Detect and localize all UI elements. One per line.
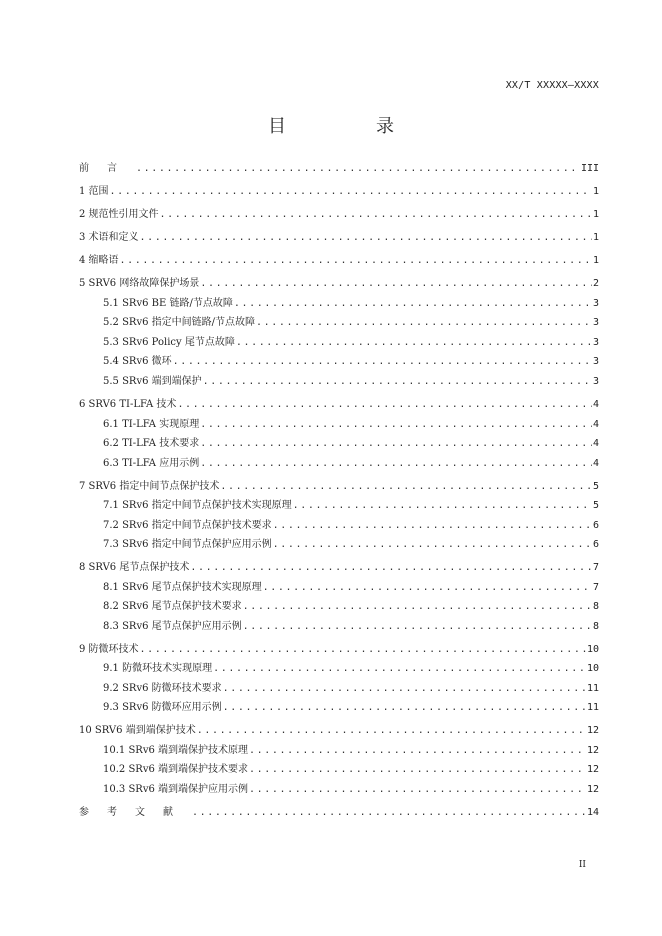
toc-entry-label: 8.2 SRv6 尾节点保护技术要求: [103, 601, 242, 613]
toc-subentry[interactable]: [79, 780, 599, 800]
toc-entry-label: 7 SRV6 指定中间节点保护技术: [79, 480, 220, 492]
toc-dot-leader: [192, 803, 586, 823]
toc-dot-leader: [200, 434, 592, 454]
toc-dot-leader: [213, 659, 586, 679]
toc-page-number: 14: [586, 807, 599, 819]
toc-page-number: 3: [592, 356, 599, 368]
toc-entry-label: 8.1 SRv6 尾节点保护技术实现原理: [103, 581, 262, 593]
toc-entry-label: 7.1 SRv6 指定中间节点保护技术实现原理: [103, 500, 292, 512]
toc-page-number: 6: [592, 539, 599, 551]
toc-dot-leader: [203, 372, 592, 392]
toc-subentry[interactable]: [79, 434, 599, 454]
toc-page-number: 10: [586, 663, 599, 675]
toc-entry-label: 5.2 SRv6 指定中间链路/节点故障: [103, 317, 256, 329]
toc-page-number: 1: [592, 255, 599, 267]
toc-subentry[interactable]: [79, 535, 599, 555]
toc-dot-leader: [160, 205, 592, 225]
toc-subentry[interactable]: [79, 617, 599, 637]
toc-entry-label: 10.1 SRv6 端到端保护技术原理: [103, 744, 249, 756]
toc-dot-leader: [236, 333, 592, 353]
toc-dot-leader: [243, 617, 592, 637]
toc-entry[interactable]: [79, 721, 599, 741]
toc-dot-leader: [249, 780, 586, 800]
toc-page-number: 5: [592, 500, 599, 512]
toc-entry[interactable]: [79, 228, 599, 248]
toc-page-number: 4: [592, 418, 599, 430]
toc-subentry[interactable]: [79, 372, 599, 392]
toc-entry[interactable]: [79, 205, 599, 225]
toc-entry[interactable]: [79, 395, 599, 415]
toc-dot-leader: [140, 228, 592, 248]
toc-dot-leader: [136, 159, 580, 179]
footer-page-number: II: [578, 860, 586, 870]
toc-page-number: 8: [592, 620, 599, 632]
toc-entry-label: 6.2 TI-LFA 技术要求: [103, 438, 200, 450]
toc-entry-label: 5 SRV6 网络故障保护场景: [79, 278, 200, 290]
toc-page-number: 10: [586, 643, 599, 655]
toc-entry[interactable]: [79, 803, 599, 823]
toc-page-number: 7: [592, 581, 599, 593]
toc-dot-leader: [273, 535, 592, 555]
toc-entry-label: 6.1 TI-LFA 实现原理: [103, 418, 200, 430]
toc-entry-label: 前言: [79, 163, 135, 174]
toc-entry[interactable]: [79, 640, 599, 660]
toc-page-number: 7: [592, 562, 599, 574]
toc-subentry[interactable]: [79, 454, 599, 474]
toc-entry-label: 7.2 SRv6 指定中间节点保护技术要求: [103, 519, 272, 531]
toc-entry[interactable]: [79, 477, 599, 497]
toc-entry-label: 9.3 SRv6 防微环应用示例: [103, 702, 222, 714]
toc-subentry[interactable]: [79, 313, 599, 333]
toc-page-number: 3: [592, 336, 599, 348]
toc-dot-leader: [243, 597, 592, 617]
toc-page-number: 5: [592, 480, 599, 492]
toc-subentry[interactable]: [79, 741, 599, 761]
toc-subentry[interactable]: [79, 659, 599, 679]
toc-entry-label: 5.4 SRv6 微环: [103, 356, 172, 368]
toc-page-number: 2: [592, 278, 599, 290]
toc-page-number: 1: [592, 232, 599, 244]
toc-subentry[interactable]: [79, 294, 599, 314]
toc-page-number: 12: [586, 744, 599, 756]
toc-entry-label: 10.3 SRv6 端到端保护应用示例: [103, 783, 249, 795]
toc-dot-leader: [273, 516, 592, 536]
toc-page-number: 3: [592, 297, 599, 309]
toc-subentry[interactable]: [79, 415, 599, 435]
toc-subentry[interactable]: [79, 578, 599, 598]
toc-entry-label: 9.1 防微环技术实现原理: [103, 663, 213, 675]
toc-dot-leader: [190, 558, 592, 578]
toc-page-number: 11: [586, 702, 599, 714]
toc-dot-leader: [249, 760, 586, 780]
toc-dot-leader: [177, 395, 592, 415]
toc-page-number: 1: [592, 209, 599, 221]
toc-page-number: 6: [592, 519, 599, 531]
toc-subentry[interactable]: [79, 352, 599, 372]
toc-subentry[interactable]: [79, 597, 599, 617]
toc-entry[interactable]: [79, 274, 599, 294]
toc-entry-label: 2 规范性引用文件: [79, 209, 159, 221]
toc-dot-leader: [293, 496, 592, 516]
page-title: 目 录: [268, 116, 430, 137]
toc-entry-label: 5.3 SRv6 Policy 尾节点故障: [103, 336, 235, 348]
toc-dot-leader: [200, 274, 592, 294]
toc-entry-label: 10 SRV6 端到端保护技术: [79, 725, 196, 737]
toc-page-number: 4: [592, 438, 599, 450]
toc-entry-label: 8 SRV6 尾节点保护技术: [79, 562, 190, 574]
toc-dot-leader: [120, 251, 592, 271]
toc-entry[interactable]: [79, 558, 599, 578]
toc-dot-leader: [220, 477, 592, 497]
toc-entry-label: 参考文献: [79, 807, 191, 819]
toc-entry-label: 6 SRV6 TI-LFA 技术: [79, 399, 177, 411]
toc-entry-label: 8.3 SRv6 尾节点保护应用示例: [103, 620, 242, 632]
toc-page-number: 8: [592, 601, 599, 613]
toc-dot-leader: [263, 578, 592, 598]
toc-dot-leader: [110, 182, 592, 202]
toc-entry-label: 4 缩略语: [79, 255, 119, 267]
toc-entry-label: 1 范围: [79, 186, 109, 198]
toc-dot-leader: [234, 294, 592, 314]
toc-dot-leader: [140, 640, 586, 660]
toc-subentry[interactable]: [79, 679, 599, 699]
toc-entry-label: 5.5 SRv6 端到端保护: [103, 375, 202, 387]
toc-entry-label: 9.2 SRv6 防微环技术要求: [103, 682, 222, 694]
toc-page-number: 12: [586, 725, 599, 737]
toc-entry-label: 5.1 SRv6 BE 链路/节点故障: [103, 297, 233, 309]
toc-page-number: 3: [592, 317, 599, 329]
toc-subentry[interactable]: [79, 333, 599, 353]
toc-entry-label: 6.3 TI-LFA 应用示例: [103, 457, 200, 469]
toc-page-number: 4: [592, 457, 599, 469]
toc-subentry[interactable]: [79, 698, 599, 718]
toc-dot-leader: [200, 454, 592, 474]
toc-dot-leader: [256, 313, 592, 333]
toc-page-number: 4: [592, 399, 599, 411]
toc-dot-leader: [197, 721, 586, 741]
toc-dot-leader: [200, 415, 592, 435]
toc-dot-leader: [249, 741, 586, 761]
toc-entry-label: 7.3 SRv6 指定中间节点保护应用示例: [103, 539, 272, 551]
document-code: XX/T XXXXX—XXXX: [505, 80, 599, 91]
toc-page-number: 12: [586, 783, 599, 795]
toc-subentry[interactable]: [79, 516, 599, 536]
toc-dot-leader: [173, 352, 592, 372]
toc-page-number: 3: [592, 375, 599, 387]
toc-entry-label: 10.2 SRv6 端到端保护技术要求: [103, 764, 249, 776]
toc-page-number: III: [580, 163, 599, 174]
table-of-contents: [79, 159, 599, 823]
toc-dot-leader: [223, 679, 586, 699]
toc-dot-leader: [223, 698, 586, 718]
toc-page-number: 1: [592, 186, 599, 198]
toc-page-number: 11: [586, 682, 599, 694]
toc-entry[interactable]: [79, 159, 599, 179]
toc-entry[interactable]: [79, 251, 599, 271]
toc-entry-label: 9 防微环技术: [79, 643, 139, 655]
toc-entry[interactable]: [79, 182, 599, 202]
toc-subentry[interactable]: [79, 760, 599, 780]
toc-entry-label: 3 术语和定义: [79, 232, 139, 244]
toc-subentry[interactable]: [79, 496, 599, 516]
toc-page-number: 12: [586, 764, 599, 776]
